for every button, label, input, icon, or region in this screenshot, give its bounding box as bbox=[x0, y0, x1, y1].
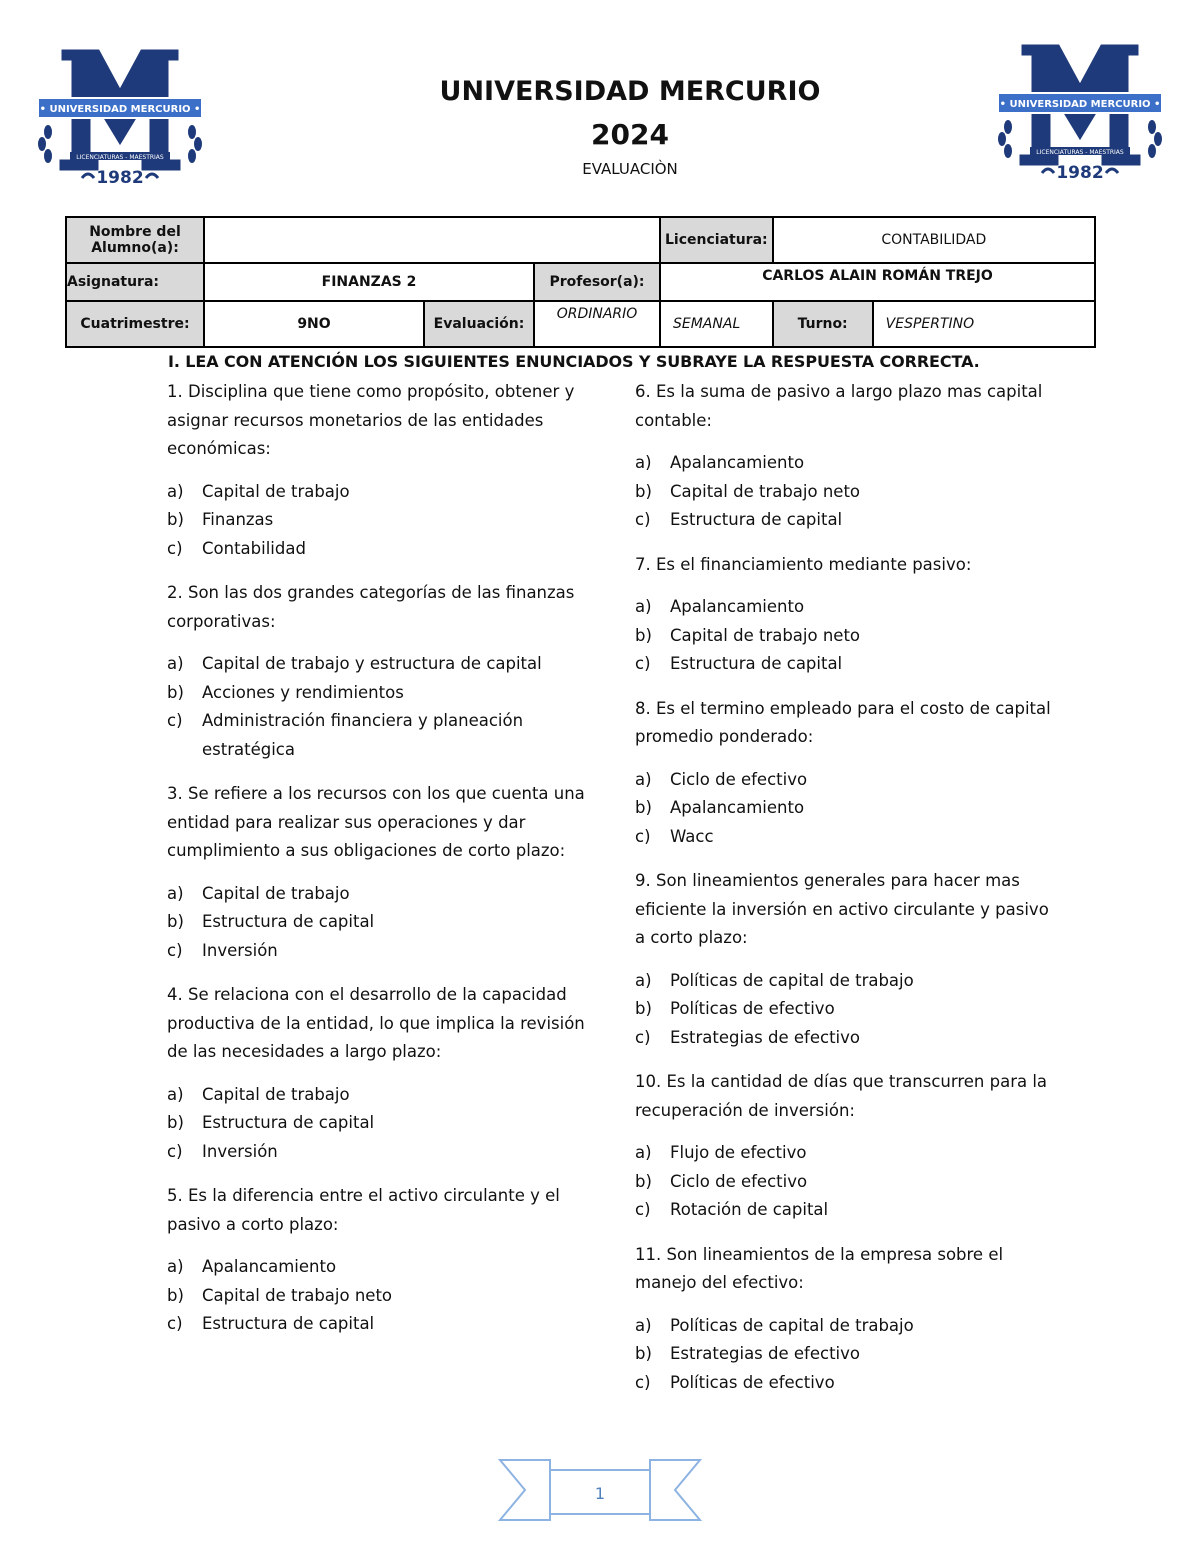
option-text: Capital de trabajo bbox=[202, 1084, 350, 1104]
option-text: Administración financiera y planeación estratégica bbox=[202, 711, 524, 759]
question-text: 10. Es la cantidad de días que transcurren para la recuperación de inversión: bbox=[635, 1072, 1048, 1120]
option-letter: c) bbox=[635, 1372, 651, 1392]
question-2 bbox=[167, 579, 587, 764]
student-name-field[interactable] bbox=[204, 217, 660, 263]
answer-option[interactable] bbox=[635, 650, 1055, 679]
svg-text:LICENCIATURAS - MAESTRIAS: LICENCIATURAS - MAESTRIAS bbox=[76, 154, 164, 161]
teacher-value: CARLOS ALAIN ROMÁN TREJO bbox=[660, 263, 1095, 301]
option-letter: c) bbox=[167, 1314, 183, 1333]
option-letter: c) bbox=[167, 1141, 183, 1161]
question-5 bbox=[167, 1182, 587, 1339]
option-letter: a) bbox=[635, 769, 652, 789]
answer-options bbox=[167, 478, 587, 564]
option-letter: b) bbox=[635, 798, 652, 817]
teacher-label: Profesor(a): bbox=[534, 263, 660, 301]
instructions: I. LEA CON ATENCIÓN LOS SIGUIENTES ENUNCIADOS Y SUBRAYE LA RESPUESTA CORRECTA. bbox=[168, 352, 980, 371]
option-text: Wacc bbox=[670, 826, 714, 846]
option-text: Políticas de efectivo bbox=[670, 999, 835, 1018]
answer-option[interactable] bbox=[635, 766, 1055, 795]
answer-option[interactable] bbox=[635, 449, 1055, 478]
option-letter: a) bbox=[635, 970, 652, 990]
logo-name-text: • UNIVERSIDAD MERCURIO • bbox=[39, 104, 201, 115]
answer-option[interactable] bbox=[167, 908, 587, 937]
answer-options bbox=[167, 1081, 587, 1167]
question-10 bbox=[635, 1068, 1055, 1225]
answer-option[interactable] bbox=[635, 478, 1055, 507]
option-text: Capital de trabajo y estructura de capital bbox=[202, 654, 542, 673]
option-text: Estructura de capital bbox=[670, 654, 843, 673]
questions-right-column bbox=[635, 378, 1055, 1413]
answer-options bbox=[635, 1139, 1055, 1225]
answer-option[interactable] bbox=[167, 478, 587, 507]
option-text: Estructura de capital bbox=[202, 1314, 375, 1333]
answer-option[interactable] bbox=[635, 506, 1055, 535]
answer-option[interactable] bbox=[167, 707, 587, 764]
question-1 bbox=[167, 378, 587, 563]
option-letter: b) bbox=[635, 625, 652, 645]
option-letter: c) bbox=[635, 1027, 651, 1047]
answer-option[interactable] bbox=[635, 1369, 1055, 1398]
option-letter: a) bbox=[167, 481, 184, 501]
question-text: 3. Se refiere a los recursos con los que cuenta una entidad para realizar sus operaciones y dar cumplimiento a sus obligaciones de corto plazo: bbox=[167, 784, 585, 860]
answer-option[interactable] bbox=[167, 679, 587, 708]
option-letter: a) bbox=[635, 597, 652, 616]
option-text: Flujo de efectivo bbox=[670, 1143, 807, 1162]
option-text: Capital de trabajo bbox=[202, 481, 350, 501]
evaluation-value: ORDINARIO bbox=[534, 301, 660, 347]
answer-option[interactable] bbox=[635, 1312, 1055, 1341]
svg-text:1982: 1982 bbox=[1056, 163, 1104, 183]
option-letter: a) bbox=[635, 1315, 652, 1335]
question-4 bbox=[167, 981, 587, 1166]
option-text: Contabilidad bbox=[202, 538, 306, 558]
answer-option[interactable] bbox=[167, 650, 587, 679]
question-9 bbox=[635, 867, 1055, 1052]
evaluation-type: SEMANAL bbox=[660, 301, 773, 347]
option-text: Ciclo de efectivo bbox=[670, 769, 808, 789]
answer-option[interactable] bbox=[167, 1138, 587, 1167]
option-letter: c) bbox=[635, 826, 651, 846]
option-text: Acciones y rendimientos bbox=[202, 682, 404, 702]
option-letter: b) bbox=[635, 481, 652, 501]
option-text: Apalancamiento bbox=[670, 597, 805, 616]
option-letter: b) bbox=[635, 999, 652, 1018]
option-text: Apalancamiento bbox=[670, 798, 805, 817]
question-text: 8. Es el termino empleado para el costo de capital promedio ponderado: bbox=[635, 698, 1051, 746]
option-text: Apalancamiento bbox=[670, 453, 805, 472]
logo-name-text: • UNIVERSIDAD MERCURIO • bbox=[999, 99, 1161, 110]
option-letter: c) bbox=[635, 1200, 651, 1219]
option-letter: c) bbox=[635, 654, 651, 673]
answer-option[interactable] bbox=[167, 880, 587, 909]
option-text: Capital de trabajo bbox=[202, 883, 350, 903]
question-6 bbox=[635, 378, 1055, 535]
question-8 bbox=[635, 695, 1055, 852]
term-label: Cuatrimestre: bbox=[66, 301, 204, 347]
question-11 bbox=[635, 1241, 1055, 1398]
question-text: 5. Es la diferencia entre el activo circulante y el pasivo a corto plazo: bbox=[167, 1186, 560, 1234]
option-text: Rotación de capital bbox=[670, 1200, 829, 1219]
option-text: Inversión bbox=[202, 1141, 278, 1161]
answer-option[interactable] bbox=[635, 823, 1055, 852]
svg-text:LICENCIATURAS - MAESTRIAS: LICENCIATURAS - MAESTRIAS bbox=[1036, 149, 1124, 156]
student-name-label: Nombre del Alumno(a): bbox=[66, 217, 204, 263]
answer-option[interactable] bbox=[635, 593, 1055, 622]
option-letter: a) bbox=[167, 883, 184, 903]
answer-option[interactable] bbox=[635, 967, 1055, 996]
answer-option[interactable] bbox=[635, 1196, 1055, 1225]
option-text: Capital de trabajo neto bbox=[670, 481, 861, 501]
answer-option[interactable] bbox=[635, 1139, 1055, 1168]
option-letter: c) bbox=[635, 510, 651, 529]
answer-options bbox=[167, 650, 587, 764]
option-letter: b) bbox=[167, 912, 184, 931]
answer-options bbox=[167, 1253, 587, 1339]
option-letter: c) bbox=[167, 711, 183, 730]
answer-options bbox=[635, 593, 1055, 679]
option-letter: b) bbox=[167, 1113, 184, 1132]
exam-year: 2024 bbox=[591, 118, 669, 151]
question-text: 7. Es el financiamiento mediante pasivo: bbox=[635, 554, 972, 574]
option-text: Estructura de capital bbox=[202, 1113, 375, 1132]
question-text: 6. Es la suma de pasivo a largo plazo mas capital contable: bbox=[635, 382, 1043, 430]
answer-option[interactable] bbox=[167, 535, 587, 564]
question-text: 11. Son lineamientos de la empresa sobre el manejo del efectivo: bbox=[635, 1244, 1004, 1292]
term-value: 9NO bbox=[204, 301, 424, 347]
option-letter: b) bbox=[167, 682, 184, 702]
degree-label: Licenciatura: bbox=[660, 217, 773, 263]
option-text: Inversión bbox=[202, 940, 278, 960]
shift-value: VESPERTINO bbox=[873, 301, 1095, 347]
question-3 bbox=[167, 780, 587, 965]
answer-option[interactable] bbox=[167, 1310, 587, 1339]
option-text: Finanzas bbox=[202, 510, 274, 529]
option-text: Apalancamiento bbox=[202, 1257, 337, 1276]
answer-option[interactable] bbox=[635, 1168, 1055, 1197]
question-7 bbox=[635, 551, 1055, 679]
answer-options bbox=[635, 766, 1055, 852]
answer-option[interactable] bbox=[167, 1282, 587, 1311]
option-letter: b) bbox=[635, 1171, 652, 1191]
answer-options bbox=[635, 967, 1055, 1053]
option-text: Políticas de capital de trabajo bbox=[670, 970, 914, 990]
answer-option[interactable] bbox=[167, 1081, 587, 1110]
degree-value: CONTABILIDAD bbox=[773, 217, 1095, 263]
question-text: 1. Disciplina que tiene como propósito, obtener y asignar recursos monetarios de las entidades económicas: bbox=[167, 382, 575, 458]
option-letter: a) bbox=[635, 453, 652, 472]
option-letter: b) bbox=[167, 1285, 184, 1305]
page-number: 1 bbox=[594, 1484, 606, 1503]
option-letter: a) bbox=[167, 1084, 184, 1104]
option-letter: c) bbox=[167, 538, 183, 558]
question-text: 2. Son las dos grandes categorías de las finanzas corporativas: bbox=[167, 583, 575, 631]
option-letter: c) bbox=[167, 940, 183, 960]
student-info-table bbox=[65, 216, 1096, 348]
option-text: Políticas de capital de trabajo bbox=[670, 1315, 914, 1335]
option-letter: a) bbox=[167, 654, 184, 673]
option-text: Estructura de capital bbox=[202, 912, 375, 931]
subject-value: FINANZAS 2 bbox=[204, 263, 534, 301]
svg-text:1982: 1982 bbox=[96, 168, 144, 188]
question-text: 9. Son lineamientos generales para hacer mas eficiente la inversión en activo circulante y pasivo a corto plazo: bbox=[635, 871, 1049, 947]
exam-subtitle: EVALUACIÒN bbox=[582, 160, 678, 178]
answer-option[interactable] bbox=[167, 506, 587, 535]
answer-option[interactable] bbox=[167, 1109, 587, 1138]
option-text: Estructura de capital bbox=[670, 510, 843, 529]
questions-left-column bbox=[167, 378, 587, 1355]
option-text: Capital de trabajo neto bbox=[670, 625, 861, 645]
answer-option[interactable] bbox=[167, 1253, 587, 1282]
option-letter: b) bbox=[635, 1344, 652, 1363]
answer-option[interactable] bbox=[635, 995, 1055, 1024]
option-text: Estrategias de efectivo bbox=[670, 1344, 860, 1363]
option-text: Políticas de efectivo bbox=[670, 1372, 835, 1392]
answer-option[interactable] bbox=[167, 937, 587, 966]
subject-label: Asignatura: bbox=[66, 263, 204, 301]
answer-option[interactable] bbox=[635, 622, 1055, 651]
answer-options bbox=[167, 880, 587, 966]
answer-options bbox=[635, 449, 1055, 535]
answer-option[interactable] bbox=[635, 1340, 1055, 1369]
option-text: Estrategias de efectivo bbox=[670, 1027, 860, 1047]
option-letter: b) bbox=[167, 510, 184, 529]
question-text: 4. Se relaciona con el desarrollo de la capacidad productiva de la entidad, lo que implica la revisión de las necesidades a largo plazo: bbox=[167, 985, 585, 1061]
answer-options bbox=[635, 1312, 1055, 1398]
university-title: UNIVERSIDAD MERCURIO bbox=[439, 76, 821, 107]
option-text: Capital de trabajo neto bbox=[202, 1285, 393, 1305]
option-letter: a) bbox=[167, 1257, 184, 1276]
evaluation-label: Evaluación: bbox=[424, 301, 534, 347]
answer-option[interactable] bbox=[635, 1024, 1055, 1053]
option-letter: a) bbox=[635, 1143, 652, 1162]
option-text: Ciclo de efectivo bbox=[670, 1171, 808, 1191]
answer-option[interactable] bbox=[635, 794, 1055, 823]
shift-label: Turno: bbox=[773, 301, 873, 347]
